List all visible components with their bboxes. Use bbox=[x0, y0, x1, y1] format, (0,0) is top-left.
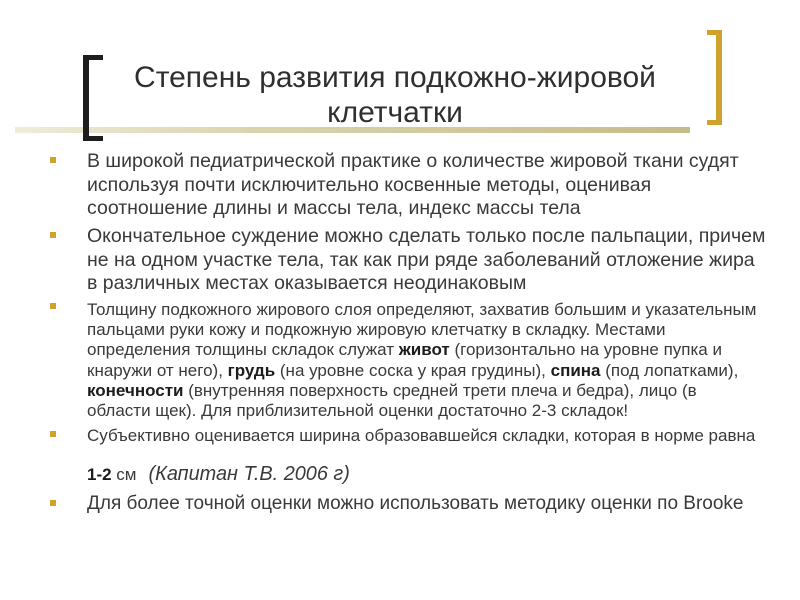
text-run: (внутренняя поверхность средней трети плеча и бедра), лицо (в bbox=[183, 380, 697, 400]
slide-title-line-1: Степень развития подкожно-жировой bbox=[134, 61, 656, 94]
bullet-line bbox=[87, 340, 722, 360]
right-bracket-decoration bbox=[707, 30, 722, 125]
bold-term: грудь bbox=[227, 360, 276, 380]
bullet-item bbox=[87, 492, 790, 516]
text-run: Толщину подкожного жирового слоя определяют, захватив большим и указательным bbox=[87, 300, 757, 319]
text-run: Для более точной оценки можно использовать методику оценки по Brooke bbox=[87, 493, 744, 514]
bold-term: конечности bbox=[87, 380, 184, 400]
bullet-text bbox=[87, 492, 790, 516]
bold-term: 1-2 bbox=[87, 465, 112, 484]
bullet-marker-icon bbox=[50, 500, 56, 506]
slide-title-line-2: клетчатки bbox=[327, 96, 463, 129]
citation-text: (Капитан Т.В. 2006 г) bbox=[148, 463, 350, 485]
bullet-line bbox=[87, 426, 755, 446]
bullet-line bbox=[87, 462, 350, 487]
bullet-marker-icon bbox=[50, 431, 56, 437]
text-run: Субъективно оценивается ширина образовавшейся складки, которая в норме равна bbox=[87, 426, 756, 445]
text-run: определения толщины складок служат bbox=[87, 340, 399, 360]
bullet-marker-icon bbox=[50, 157, 56, 163]
bullet-line bbox=[87, 492, 744, 516]
bullet-line bbox=[87, 150, 739, 174]
bullet-line bbox=[87, 401, 628, 421]
bullet-item bbox=[87, 150, 790, 221]
text-run: пальцами руки кожу и подкожную жировую клетчатку в складку. Местами bbox=[87, 320, 666, 340]
text-run: Окончательное суждение можно сделать только после пальпации, причем bbox=[87, 225, 766, 247]
bullet-line bbox=[87, 381, 697, 401]
bullet-text bbox=[87, 150, 790, 221]
text-run: (горизонтально на уровне пупка и bbox=[449, 340, 722, 360]
text-run: (под лопатками), bbox=[600, 360, 739, 380]
bullet-line bbox=[87, 320, 665, 340]
text-run: используя почти исключительно косвенные методы, оценивая bbox=[87, 173, 652, 196]
text-run: (на уровне соска у края грудины), bbox=[275, 360, 551, 380]
bold-term: спина bbox=[550, 360, 601, 380]
bullet-line bbox=[87, 361, 738, 381]
text-run: области щек). Для приблизительной оценки достаточно 2-3 складок! bbox=[87, 401, 629, 421]
bullet-item bbox=[87, 300, 790, 421]
bullet-line bbox=[87, 197, 581, 221]
bullet-line bbox=[87, 300, 756, 320]
text-run: соотношение длины и массы тела, индекс массы тела bbox=[87, 197, 581, 219]
bullet-line bbox=[87, 225, 765, 249]
bullet-line bbox=[87, 174, 651, 198]
bullet-text bbox=[87, 426, 790, 487]
text-run: кнаружи от него), bbox=[87, 360, 228, 380]
bullet-item bbox=[87, 225, 790, 296]
bullet-marker-icon bbox=[50, 232, 56, 238]
bullet-line bbox=[87, 272, 526, 296]
text-run: в различных местах оказывается неодинаковым bbox=[87, 272, 527, 294]
bullet-item bbox=[87, 426, 790, 487]
bullet-text bbox=[87, 225, 790, 296]
bold-term: живот bbox=[398, 340, 450, 360]
bullet-line bbox=[87, 249, 755, 273]
bullet-text bbox=[87, 300, 790, 421]
bullet-marker-icon bbox=[50, 303, 56, 309]
text-run: см bbox=[111, 465, 137, 484]
text-run: не на одном участке тела, так как при ряде заболеваний отложение жира bbox=[87, 248, 755, 271]
text-run: В широкой педиатрической практике о количестве жировой ткани судят bbox=[87, 150, 739, 172]
slide-title bbox=[100, 60, 690, 130]
